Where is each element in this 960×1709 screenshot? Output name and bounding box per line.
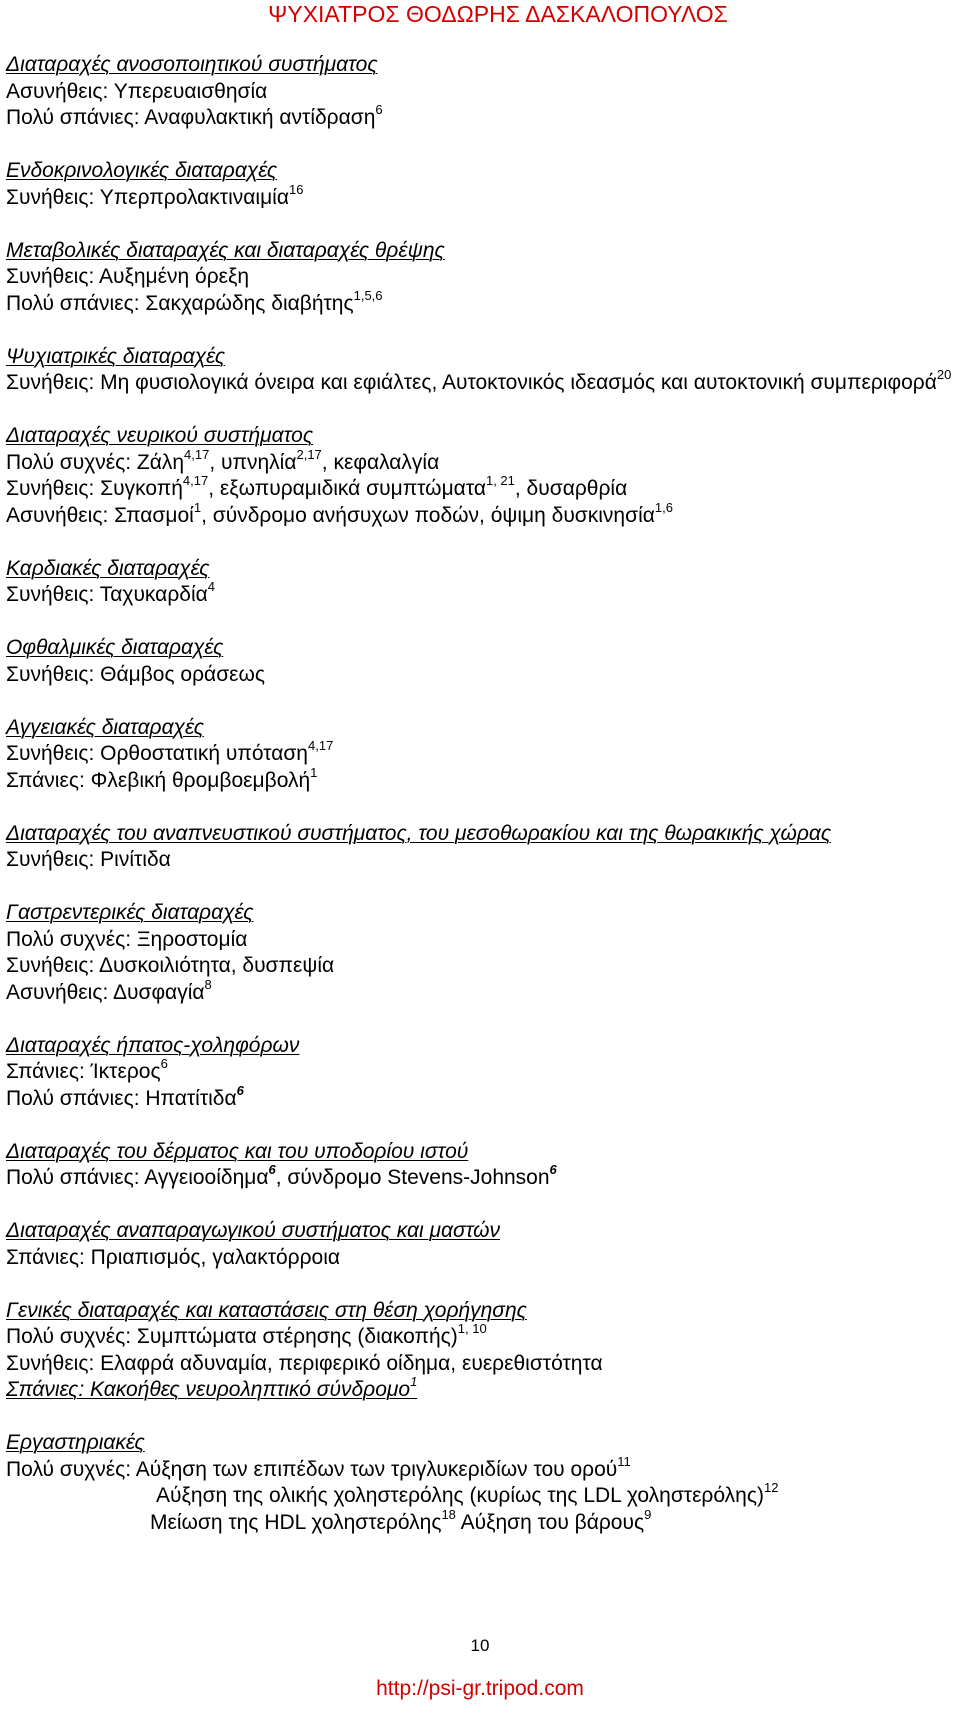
section-title: Διαταραχές ήπατος-χοληφόρων (6, 1033, 300, 1057)
text-fragment: Πολύ σπάνιες: Αναφυλακτική αντίδραση (6, 106, 376, 129)
text-fragment: Πολύ συχνές: Συμπτώματα στέρησης (διακοπής) (6, 1325, 458, 1348)
section-title: Οφθαλμικές διαταραχές (6, 636, 224, 659)
reference-superscript: 4 (207, 579, 215, 594)
text-fragment: , δυσαρθρία (514, 477, 628, 500)
text-fragment: , υπνηλία (209, 450, 297, 474)
section-hepatobiliary (6, 1033, 956, 1113)
text-line (6, 102, 956, 132)
section-title: Ψυχιατρικές διαταραχές (6, 344, 226, 368)
reference-superscript: 4,17 (184, 446, 210, 462)
text-fragment: Σπάνιες: Ίκτερος (6, 1060, 161, 1083)
reference-superscript: 6 (236, 1082, 244, 1098)
section-respiratory (6, 821, 956, 874)
text-fragment: Συνήθεις: Μη φυσιολογικά όνειρα και εφιάλτες, Αυτοκτονικός ιδεασμός και αυτοκτονική συμπεριφορά (6, 371, 937, 394)
text-fragment: Πολύ σπάνιες: Σακχαρώδης διαβήτης (6, 291, 354, 315)
reference-superscript: 6 (268, 1162, 276, 1177)
text-line (6, 1453, 956, 1484)
reference-superscript: 1,5,6 (353, 287, 383, 303)
section-title: Εργαστηριακές (6, 1431, 145, 1454)
text-fragment: Αύξηση της ολικής χοληστερόλης (κυρίως της LDL χοληστερόλης) (156, 1484, 764, 1507)
text-line (6, 367, 956, 397)
text-fragment: Συνήθεις: Ορθοστατική υπόταση (6, 742, 308, 765)
text-line (6, 764, 956, 795)
text-fragment: Πολύ σπάνιες: Ηπατίτιδα (6, 1086, 237, 1110)
reference-superscript: 6 (375, 102, 383, 117)
section-psychiatric (6, 344, 956, 397)
text-fragment: Συνήθεις: Υπερπρολακτιναιμία (6, 185, 289, 209)
section-title: Καρδιακές διαταραχές (6, 556, 210, 580)
text-line: Πολύ συχνές: Ξηροστομία (6, 927, 248, 951)
footer-link[interactable]: http://psi-gr.tripod.com (376, 1677, 584, 1700)
section-cardiac (6, 556, 956, 609)
section-laboratory (6, 1430, 956, 1536)
text-line (6, 1506, 956, 1537)
reference-superscript: 1 (310, 764, 318, 780)
text-line (6, 473, 956, 503)
section-title: Γενικές διαταραχές και καταστάσεις στη θέση χορήγησης (6, 1298, 527, 1322)
text-line (6, 1082, 956, 1113)
text-fragment: Συνήθεις: Συγκοπή (6, 477, 183, 500)
text-line: Συνήθεις: Ρινίτιδα (6, 848, 171, 871)
text-fragment: Μείωση της HDL χοληστερόλης (150, 1510, 442, 1534)
text-fragment: Αύξηση του βάρους (455, 1510, 645, 1534)
reference-superscript: 1,6 (654, 499, 673, 515)
text-line: Ασυνήθεις: Υπερευαισθησία (6, 79, 268, 103)
section-title: Διαταραχές του αναπνευστικού συστήματος, του μεσοθωρακίου και της θωρακικής χώρας (6, 821, 832, 845)
section-eye (6, 635, 956, 688)
section-title: Διαταραχές του δέρματος και του υποδορίου ιστού (6, 1139, 469, 1163)
text-fragment: , εξωπυραμιδικά συμπτώματα (208, 477, 486, 500)
section-skin (6, 1139, 956, 1192)
section-title: Διαταραχές ανοσοποιητικού συστήματος (6, 53, 378, 76)
section-reproductive (6, 1218, 956, 1271)
section-nervous (6, 423, 956, 529)
text-line (6, 1374, 956, 1404)
text-line (6, 181, 956, 212)
section-title: Διαταραχές αναπαραγωγικού συστήματος και μαστών (6, 1219, 501, 1242)
text-line (6, 287, 956, 318)
text-line (6, 1162, 956, 1192)
header-title: ΨΥΧΙΑΤΡΟΣ ΘΟΔΩΡΗΣ ΔΑΣΚΑΛΟΠΟΥΛΟΣ (268, 1, 728, 27)
section-endocrine (6, 158, 956, 211)
section-vascular (6, 715, 956, 795)
reference-superscript: 8 (204, 976, 212, 992)
reference-superscript: 9 (644, 1506, 652, 1522)
reference-superscript: 1, 21 (485, 473, 515, 488)
reference-superscript: 1 (410, 1374, 418, 1389)
page-number: 10 (470, 1636, 490, 1655)
text-fragment: , σύνδρομο ανήσυχων ποδών, όψιμη δυσκινησία (201, 503, 655, 527)
section-immune (6, 52, 956, 132)
text-line: Σπάνιες: Πριαπισμός, γαλακτόρροια (6, 1245, 341, 1269)
text-fragment: Ασυνήθεις: Δυσφαγία (6, 980, 205, 1004)
text-line: Συνήθεις: Θάμβος οράσεως (6, 662, 266, 686)
reference-superscript: 18 (441, 1506, 456, 1522)
section-metabolic (6, 238, 956, 318)
section-title: Ενδοκρινολογικές διαταραχές (6, 159, 278, 182)
document-body (6, 52, 956, 1563)
text-fragment: , σύνδρομο Stevens-Johnson (275, 1166, 550, 1189)
section-title: Μεταβολικές διαταραχές και διαταραχές θρέψης (6, 238, 445, 262)
text-line (6, 1056, 956, 1086)
section-title: Διαταραχές νευρικού συστήματος (6, 424, 314, 447)
text-line: Συνήθεις: Δυσκοιλιότητα, δυσπεψία (6, 954, 335, 977)
section-gastro (6, 900, 956, 1006)
section-title: Γαστρεντερικές διαταραχές (6, 901, 254, 924)
text-line: Συνήθεις: Ελαφρά αδυναμία, περιφερικό οίδημα, ευερεθιστότητα (6, 1351, 603, 1375)
text-line (6, 446, 956, 477)
document-header (0, 0, 960, 28)
text-fragment: , κεφαλαλγία (321, 450, 440, 474)
reference-superscript: 4,17 (308, 738, 334, 753)
reference-superscript: 2,17 (296, 446, 322, 462)
reference-superscript: 1, 10 (457, 1321, 487, 1336)
reference-superscript: 11 (617, 1453, 631, 1469)
text-fragment: Σπάνιες: Φλεβική θρομβοεμβολή (6, 768, 311, 792)
text-line (6, 579, 956, 609)
text-line (6, 738, 956, 768)
text-line: Συνήθεις: Αυξημένη όρεξη (6, 265, 250, 288)
section-general (6, 1298, 956, 1404)
text-fragment: Πολύ συχνές: Ζάλη (6, 450, 185, 474)
text-fragment: Πολύ συχνές: Αύξηση των επιπέδων των τριγλυκεριδίων του ορού (6, 1457, 618, 1481)
section-title: Αγγειακές διαταραχές (6, 715, 204, 739)
text-line (6, 976, 956, 1007)
reference-superscript: 12 (763, 1480, 779, 1495)
text-line (6, 499, 956, 530)
reference-superscript: 6 (160, 1056, 168, 1071)
text-fragment: Συνήθεις: Ταχυκαρδία (6, 583, 208, 606)
reference-superscript: 4,17 (182, 473, 209, 488)
reference-superscript: 20 (936, 367, 952, 382)
reference-superscript: 6 (549, 1162, 557, 1177)
text-fragment: Ασυνήθεις: Σπασμοί (6, 503, 194, 527)
text-line (6, 1480, 956, 1510)
reference-superscript: 1 (193, 499, 202, 515)
text-fragment: Πολύ σπάνιες: Αγγειοοίδημα (6, 1166, 269, 1189)
reference-superscript: 16 (288, 181, 304, 197)
text-fragment: Σπάνιες: Κακοήθες νευροληπτικό σύνδρομο (6, 1378, 411, 1401)
text-line (6, 1321, 956, 1351)
